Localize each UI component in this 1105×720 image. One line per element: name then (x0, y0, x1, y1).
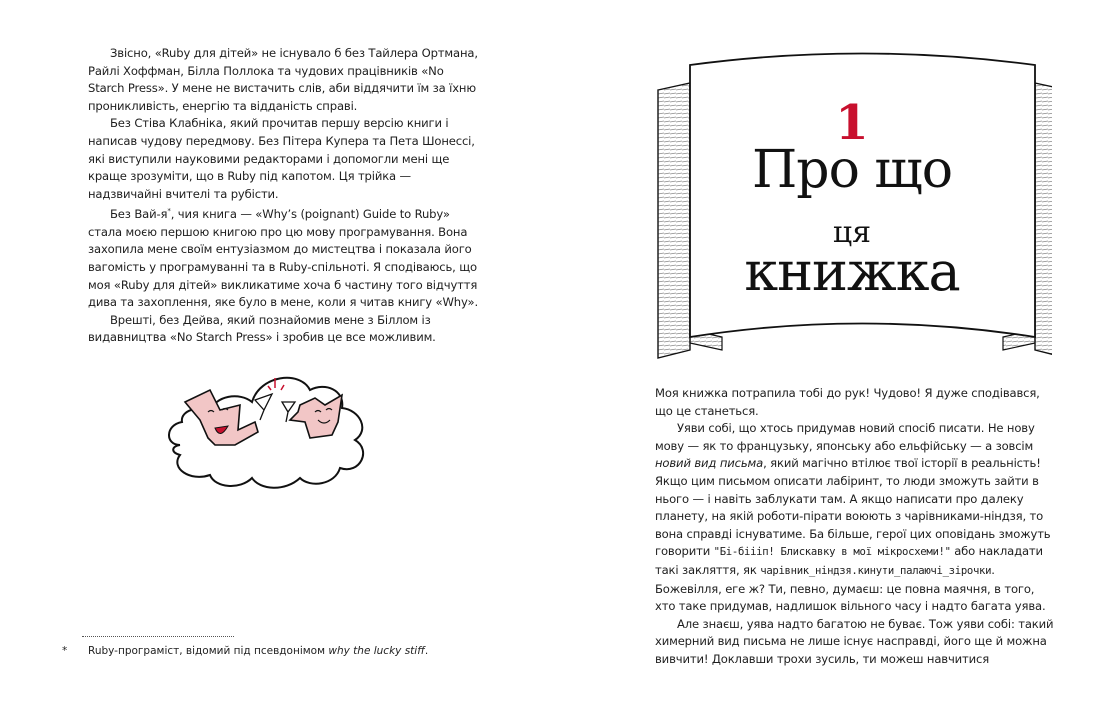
paragraph: Уяви собі, що хтось придумав новий спосіб писати. Не нову мову — як то французьку, японську або ельфійську — а зовсім новий вид письма, який магічно втілює твої історії в реальність! Якщо цим письмом описати лабіринт, то люди зможуть зайти в нього — і навіть заблукати там. А якщо написати про далеку планету, на якій роботи-пірати воюють з чарівниками-ніндзя, то вона справді існуватиме. Ба більше, герої цих оповідань зможуть говорити "Бі-біііп! Блискавку в мої мікросхеми!" або накладати такі закляття, як чарівник_ніндзя.кинути_палаючі_зірочки. Божевілля, еге ж? Ти, певно, думаєш: це повна маячня, в того, хто таке придумав, надлишок вільного часу і надто багата уява. (655, 421, 1051, 614)
code-snippet: "Бі-біііп! Блискавку в мої мікросхеми!" (713, 546, 951, 559)
footnote: * Ruby-програміст, відомий під псевдонімом why the lucky stiff. (62, 645, 429, 657)
paragraph: Моя книжка потрапила тобі до рук! Чудово! Я дуже сподівався, що це станеться. (655, 386, 1040, 418)
chapter-title-line3: книжка (744, 240, 960, 303)
paragraph: Врешті, без Дейва, який познайомив мене з Біллом із видавництва «No Starch Press» і зробив це все можливим. (88, 312, 436, 345)
code-snippet: чарівник_ніндзя.кинути_палаючі_зірочки (760, 564, 992, 577)
chapter-number: 1 (835, 95, 869, 151)
chapter-banner (652, 40, 1052, 370)
foxes-cloud-illustration (160, 350, 380, 500)
footnote-mark: * (167, 207, 171, 216)
cloud-icon (169, 378, 363, 488)
right-page (552, 0, 1105, 720)
acknowledgements-text (88, 45, 478, 347)
left-page (0, 0, 552, 720)
paragraph: Але знаєш, уява надто багатою не буває. Тож уяви собі: такий химерний вид письма не лише існує насправді, його ще й можна вивчити! Доклавши трохи зусиль, ти можеш навчитися (655, 616, 1054, 666)
paragraph-why: Без Вай-я*, чия книга — «Why’s (poignant) Guide to Ruby» стала моєю першою книгою про цю мову програмування. Вона захопила мене своїм ентузіазмом до мистецтва і показала його вагомість у програмуванні та в Ruby-спільноті. Я сподіваюсь, що моя «Ruby для дітей» викликатиме хоча б частину того відчуття дива та захоплення, яке було в мене, коли я читав книгу «Why». (88, 207, 478, 310)
chapter-body-text (655, 385, 1055, 669)
chapter-title-line2: ця (832, 215, 872, 250)
paragraph: Звісно, «Ruby для дітей» не існувало б без Тайлера Ортмана, Райлі Хоффман, Білла Поллока та чудових працівників «No Starch Press». У мене не вистачить слів, аби віддячити їм за їхню проникливість, енергію та відданість справі. (88, 46, 478, 113)
footnote-divider (82, 636, 234, 637)
paragraph: Без Стіва Клабніка, який прочитав першу версію книги і написав чудову передмову. Без Пітера Купера та Пета Шонессі, які виступили науковими редакторами і допомогли мені ще краще зрозуміти, що в Ruby під капотом. Ця трійка — надзвичайні вчителі та рубісти. (88, 116, 475, 201)
chapter-title-line1: Про що (751, 140, 953, 200)
